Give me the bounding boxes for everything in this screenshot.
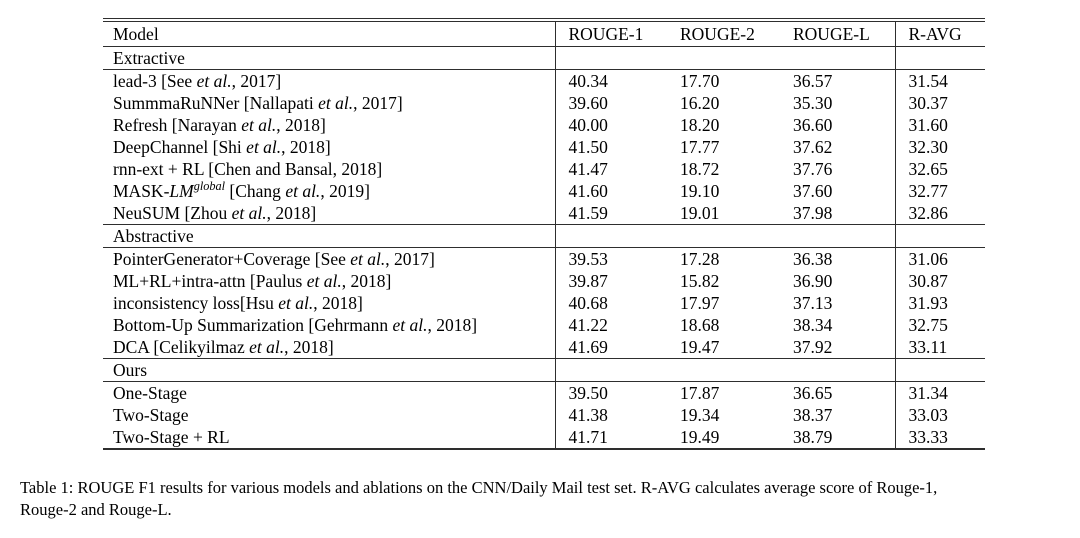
table-row <box>103 270 985 292</box>
table-row <box>103 136 985 158</box>
model-cell <box>103 336 555 359</box>
value-cell: 41.71 <box>555 426 667 449</box>
table-head <box>103 20 985 47</box>
model-name-styled-segment: global <box>193 180 226 194</box>
section-empty-cell <box>895 359 985 382</box>
value-cell: 41.47 <box>568 159 608 179</box>
section-name-cell: Extractive <box>103 47 555 70</box>
value-cell: 18.20 <box>680 115 720 135</box>
model-name-segment: SummmaRuNNer [Nallapati <box>113 93 319 113</box>
column-header: Model <box>103 20 555 47</box>
value-cell: 19.47 <box>667 336 780 359</box>
model-name-styled-segment: et al. <box>285 181 321 201</box>
section-row <box>103 47 985 70</box>
table-row <box>103 336 985 359</box>
model-cell <box>103 114 555 136</box>
model-name-segment: , 2017] <box>231 71 282 91</box>
value-cell: 38.34 <box>780 314 895 336</box>
value-cell: 41.69 <box>555 336 667 359</box>
section-empty-cell <box>780 47 895 70</box>
table-row <box>103 314 985 336</box>
model-name-segment: lead-3 [See <box>113 71 197 91</box>
model-cell <box>103 248 555 271</box>
value-cell: 41.50 <box>568 137 608 157</box>
value-cell: 17.87 <box>680 383 720 403</box>
model-name-segment: , 2018] <box>276 115 326 135</box>
model-name-segment: , 2018] <box>266 203 317 223</box>
model-name-segment: DCA [Celikyilmaz <box>113 337 250 357</box>
section-empty-cell <box>555 47 667 70</box>
table-row <box>103 404 985 426</box>
value-cell: 31.34 <box>908 383 948 403</box>
model-name-styled-segment: et al. <box>392 315 428 335</box>
value-cell: 32.86 <box>895 202 985 225</box>
value-cell: 33.03 <box>908 405 948 425</box>
table-row <box>103 180 985 202</box>
section-empty-cell <box>780 359 895 382</box>
model-name-segment: DeepChannel [Shi <box>113 137 247 157</box>
value-cell: 38.37 <box>780 404 895 426</box>
value-cell: 33.33 <box>895 426 985 449</box>
value-cell: 16.20 <box>680 93 720 113</box>
value-cell: 19.34 <box>680 405 720 425</box>
model-cell <box>103 70 555 93</box>
column-header: ROUGE-L <box>780 20 895 47</box>
value-cell: 37.13 <box>780 292 895 314</box>
model-name-styled-segment: et al. <box>350 249 386 269</box>
model-name-styled-segment: LM <box>169 181 194 201</box>
value-cell: 39.60 <box>568 93 608 113</box>
table-row <box>103 92 985 114</box>
model-name-segment: ML+RL+intra-attn [Paulus <box>113 271 307 291</box>
value-cell: 36.57 <box>780 70 895 93</box>
value-cell: 18.68 <box>680 315 720 335</box>
model-cell <box>103 426 555 449</box>
model-name-segment: NeuSUM [Zhou <box>113 203 232 223</box>
table-row <box>103 426 985 449</box>
model-name-segment: , 2018] <box>284 337 334 357</box>
model-name-styled-segment: et al. <box>241 115 277 135</box>
value-cell: 41.22 <box>568 315 608 335</box>
value-cell: 31.60 <box>908 115 948 135</box>
value-cell: 36.90 <box>780 270 895 292</box>
value-cell: 37.60 <box>780 180 895 202</box>
column-header: ROUGE-1 <box>555 20 667 47</box>
value-cell: 31.93 <box>908 293 948 313</box>
table-row <box>103 114 985 136</box>
value-cell: 37.76 <box>780 158 895 180</box>
value-cell: 35.30 <box>780 92 895 114</box>
value-cell: 17.77 <box>680 137 720 157</box>
model-name-styled-segment: et al. <box>196 71 232 91</box>
model-name-segment: , 2018] <box>281 137 331 157</box>
value-cell: 32.65 <box>908 159 948 179</box>
model-name-segment: , 2018] <box>313 293 363 313</box>
model-name-segment: Two-Stage + RL <box>113 427 230 447</box>
caption-line-2: Rouge-2 and Rouge-L. <box>20 499 172 519</box>
value-cell: 18.72 <box>680 159 720 179</box>
value-cell: 31.54 <box>908 71 948 91</box>
model-cell <box>103 270 555 292</box>
section-name-cell: Abstractive <box>103 225 555 248</box>
value-cell: 37.98 <box>780 202 895 225</box>
table-row <box>103 202 985 225</box>
model-name-segment: Refresh [Narayan <box>113 115 242 135</box>
value-cell: 17.97 <box>680 293 720 313</box>
model-cell <box>103 180 555 202</box>
value-cell: 41.60 <box>568 181 608 201</box>
model-name-segment: , 2017] <box>385 249 435 269</box>
model-name-segment: inconsistency loss[Hsu <box>113 293 279 313</box>
section-empty-cell <box>667 47 780 70</box>
value-cell: 37.92 <box>780 336 895 359</box>
model-name-segment: [Chang <box>225 181 286 201</box>
value-cell: 40.00 <box>568 115 608 135</box>
value-cell: 41.38 <box>568 405 608 425</box>
value-cell: 19.49 <box>667 426 780 449</box>
value-cell: 37.62 <box>780 136 895 158</box>
value-cell: 40.68 <box>568 293 608 313</box>
model-name-segment: , 2017] <box>353 93 403 113</box>
value-cell: 39.50 <box>568 383 608 403</box>
results-table <box>103 18 985 450</box>
value-cell: 32.75 <box>908 315 948 335</box>
table-body <box>103 47 985 450</box>
value-cell: 17.28 <box>680 249 720 269</box>
model-cell <box>103 404 555 426</box>
value-cell: 33.11 <box>895 336 985 359</box>
section-empty-cell <box>555 359 667 382</box>
table-row <box>103 70 985 93</box>
value-cell: 30.37 <box>908 93 948 113</box>
value-cell: 32.30 <box>908 137 948 157</box>
model-name-segment: Bottom-Up Summarization [Gehrmann <box>113 315 393 335</box>
section-name-cell: Ours <box>103 359 555 382</box>
section-row <box>103 225 985 248</box>
value-cell: 36.60 <box>780 114 895 136</box>
model-name-styled-segment: et al. <box>306 271 342 291</box>
value-cell: 36.38 <box>780 248 895 271</box>
model-name-segment: , 2018] <box>341 271 392 291</box>
section-empty-cell <box>895 225 985 248</box>
value-cell: 19.10 <box>680 181 720 201</box>
model-name-styled-segment: et al. <box>278 293 314 313</box>
table-row <box>103 248 985 271</box>
model-cell <box>103 202 555 225</box>
model-name-styled-segment: et al. <box>246 137 282 157</box>
model-cell <box>103 292 555 314</box>
value-cell: 41.59 <box>555 202 667 225</box>
model-name-segment: Two-Stage <box>113 405 189 425</box>
value-cell: 17.70 <box>680 71 720 91</box>
section-empty-cell <box>895 47 985 70</box>
model-cell <box>103 382 555 405</box>
model-name-styled-segment: et al. <box>249 337 285 357</box>
value-cell: 39.87 <box>568 271 608 291</box>
column-header: R-AVG <box>895 20 985 47</box>
model-cell <box>103 314 555 336</box>
table-row <box>103 382 985 405</box>
model-name-segment: rnn-ext + RL [Chen and Bansal, 2018] <box>113 159 383 179</box>
column-header: ROUGE-2 <box>667 20 780 47</box>
value-cell: 40.34 <box>568 71 608 91</box>
caption-line-1: Table 1: ROUGE F1 results for various models and ablations on the CNN/Daily Mail test set. R-AVG calculates average score of Rouge-1, <box>20 478 938 497</box>
value-cell: 32.77 <box>908 181 948 201</box>
table-row <box>103 158 985 180</box>
value-cell: 19.01 <box>667 202 780 225</box>
value-cell: 30.87 <box>908 271 948 291</box>
section-empty-cell <box>667 359 780 382</box>
header-row <box>103 20 985 47</box>
section-empty-cell <box>667 225 780 248</box>
model-name-segment: PointerGenerator+Coverage [See <box>113 249 351 269</box>
table-row <box>103 292 985 314</box>
model-name-segment: , 2018] <box>427 315 478 335</box>
section-empty-cell <box>555 225 667 248</box>
section-row <box>103 359 985 382</box>
model-name-styled-segment: et al. <box>318 93 354 113</box>
model-name-segment: MASK- <box>113 181 170 201</box>
model-cell <box>103 92 555 114</box>
section-empty-cell <box>780 225 895 248</box>
value-cell: 15.82 <box>680 271 720 291</box>
value-cell: 36.65 <box>780 382 895 405</box>
model-name-segment: One-Stage <box>113 383 187 403</box>
model-cell <box>103 158 555 180</box>
model-name-segment: , 2019] <box>320 181 370 201</box>
value-cell: 38.79 <box>780 426 895 449</box>
value-cell: 39.53 <box>568 249 608 269</box>
model-name-styled-segment: et al. <box>231 203 267 223</box>
value-cell: 31.06 <box>908 249 948 269</box>
model-cell <box>103 136 555 158</box>
table-caption <box>20 477 1068 520</box>
